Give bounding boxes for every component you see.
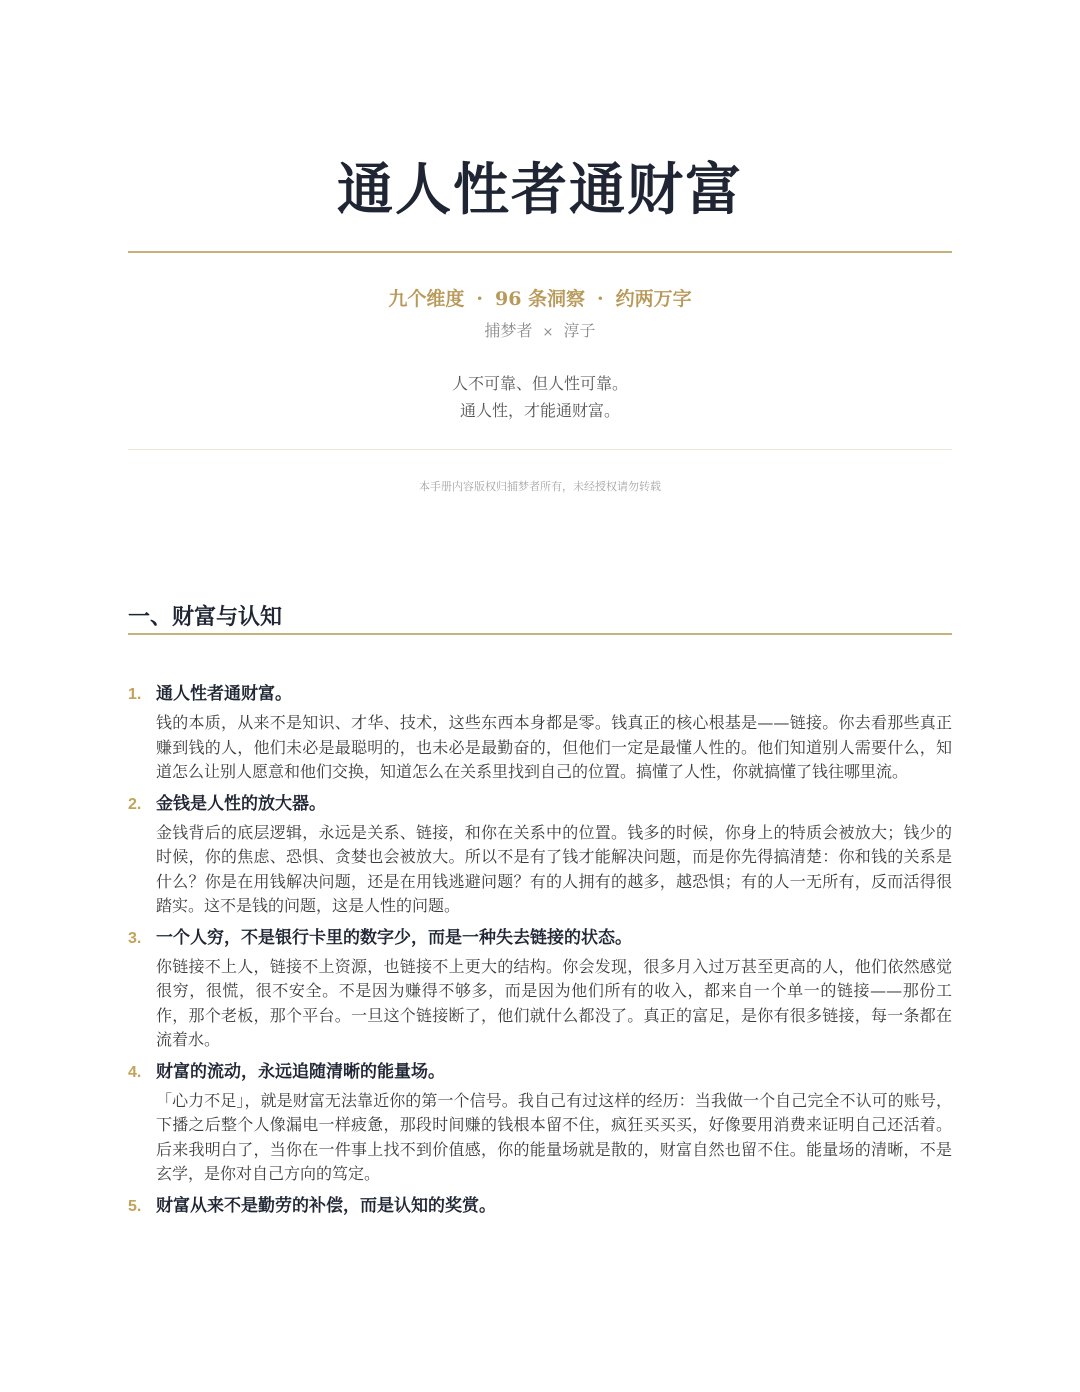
- item-body: 「心力不足」，就是财富无法靠近你的第一个信号。我自己有过这样的经历：当我做一个自己完全不认可的账号，下播之后整个人像漏电一样疲惫，那段时间赚的钱根本留不住，疯狂买买买，好像要用消费来证明自己还活着。后来我明白了，当你在一件事上找不到价值感，你的能量场就是散的，财富自然也留不住。能量场的清晰，不是玄学，是你对自己方向的笃定。: [156, 1090, 952, 1183]
- item-heading: [128, 790, 952, 819]
- item-number: 5.: [128, 1197, 142, 1215]
- insight-list: [128, 680, 952, 1226]
- item-body: 你链接不上人，链接不上资源，也链接不上更大的结构。你会发现，很多月入过万甚至更高的人，他们依然感觉很穷，很慌，很不安全。不是因为赚得不够多，而是因为他们所有的收入，都来自一个单一的链接——那份工作，那个老板，那个平台。一旦这个链接断了，他们就什么都没了。真正的富足，是你有很多链接，每一条都在流着水。: [156, 956, 952, 1049]
- subtitle-separator: ·: [476, 288, 483, 310]
- list-item: [128, 790, 952, 919]
- list-item: [128, 924, 952, 1053]
- author-separator: ×: [542, 325, 554, 340]
- copyright-notice: 本手册内容版权归捕梦者所有，未经授权请勿转载: [419, 480, 661, 493]
- item-title: 通人性者通财富。: [156, 684, 292, 704]
- section-heading: 一、财富与认知: [128, 604, 283, 630]
- subtitle-insights: 96 条洞察: [494, 288, 586, 310]
- item-title: 金钱是人性的放大器。: [156, 793, 326, 814]
- item-body: 金钱背后的底层逻辑，永远是关系、链接，和你在关系中的位置。钱多的时候，你身上的特质会被放大；钱少的时候，你的焦虑、恐惧、贪婪也会被放大。所以不是有了钱才能解决问题，而是你先得搞清楚：你和钱的关系是什么？你是在用钱解决问题，还是在用钱逃避问题？有的人拥有的越多，越恐惧；有的人一无所有，反而活得很踏实。这不是钱的问题，这是人性的问题。: [156, 822, 952, 915]
- item-heading: [128, 1192, 952, 1221]
- item-title: 财富的流动，永远追随清晰的能量场。: [156, 1061, 445, 1082]
- subtitle-dimensions: 九个维度: [388, 288, 465, 310]
- item-body: 钱的本质，从来不是知识、才华、技术，这些东西本身都是零。钱真正的核心根基是——链接。你去看那些真正赚到钱的人，他们未必是最聪明的，也未必是最勤奋的，但他们一定是最懂人性的。他们知道别人需要什么，知道怎么让别人愿意和他们交换，知道怎么在关系里找到自己的位置。搞懂了人性，你就搞懂了钱往哪里流。: [156, 713, 952, 781]
- section-divider: [128, 633, 952, 635]
- title-divider: [128, 251, 952, 253]
- document-subtitle: [128, 284, 952, 314]
- subtitle-separator: ·: [597, 288, 604, 310]
- item-title: 一个人穷，不是银行卡里的数字少，而是一种失去链接的状态。: [156, 927, 632, 948]
- copyright-divider: [128, 449, 952, 450]
- item-number: 4.: [128, 1063, 142, 1081]
- author-name: 捕梦者: [484, 321, 533, 340]
- author-name: 淳子: [563, 321, 596, 340]
- motto: [128, 370, 952, 424]
- item-number: 2.: [128, 795, 142, 813]
- item-number: 1.: [128, 686, 142, 703]
- motto-line: 人不可靠、但人性可靠。: [451, 374, 628, 393]
- item-heading: [128, 1058, 952, 1087]
- authors-line: [128, 318, 952, 346]
- list-item: [128, 1192, 952, 1221]
- motto-line: 通人性，才能通财富。: [459, 401, 620, 420]
- list-item: [128, 680, 952, 785]
- subtitle-word-count: 约两万字: [615, 288, 692, 310]
- item-title: 财富从来不是勤劳的补偿，而是认知的奖赏。: [156, 1195, 496, 1216]
- item-heading: [128, 680, 952, 709]
- item-number: 3.: [128, 929, 142, 947]
- list-item: [128, 1058, 952, 1187]
- document-title: 通人性者通财富: [337, 157, 743, 223]
- item-heading: [128, 924, 952, 953]
